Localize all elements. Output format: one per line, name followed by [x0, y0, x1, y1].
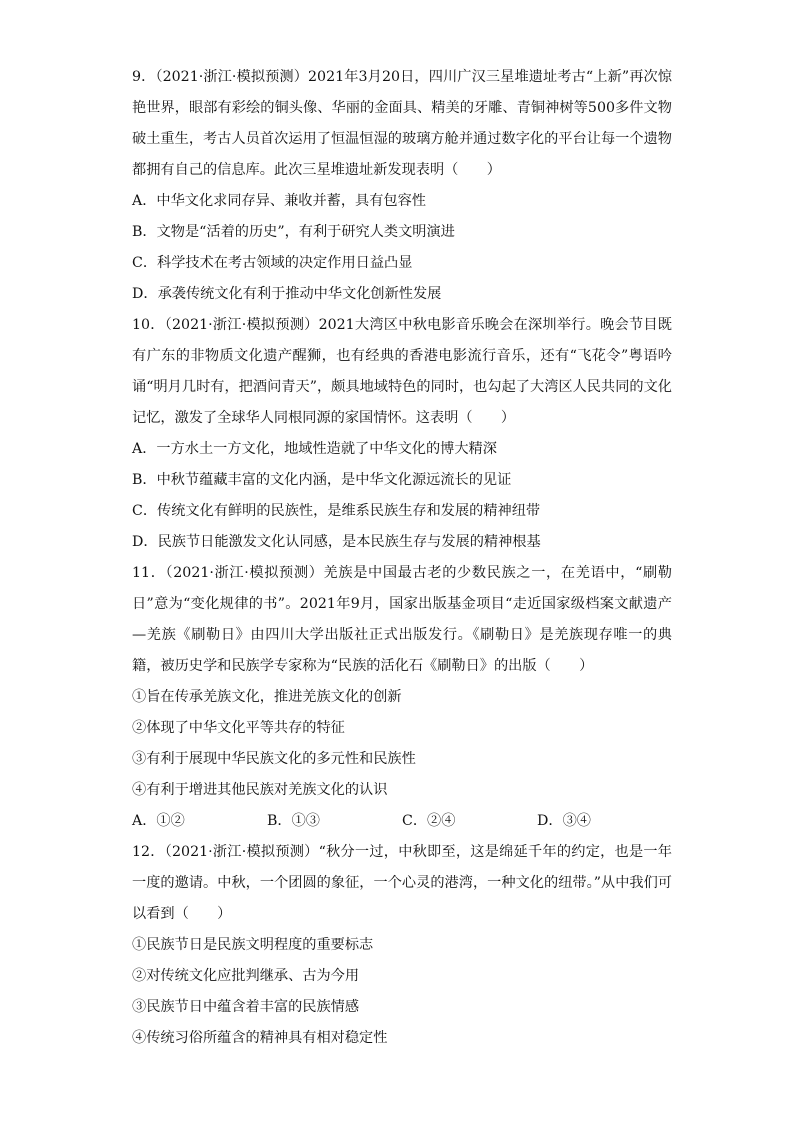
- statement-1: ①民族节日是民族文明程度的重要标志: [132, 937, 374, 953]
- choice-c: C．②④: [402, 813, 456, 829]
- question-9: [132, 62, 672, 310]
- question-stem: 10．（2021·浙江·模拟预测）2021大湾区中秋电影音乐晚会在深圳举行。晚会节目既有广东的非物质文化遗产醒狮，也有经典的香港电影流行音乐，还有“飞花令”粤语吟诵“明月几时有，把酒问青天”，颇具地域特色的同时，也勾起了大湾区人民共同的文化记忆，激发了全球华人同根同源的家国情怀。这表明（ ）: [132, 317, 672, 426]
- option-d: D．承袭传统文化有利于推动中华文化创新性发展: [132, 286, 442, 302]
- choice-d: D．③④: [537, 813, 591, 829]
- option-c: C．传统文化有鲜明的民族性，是维系民族生存和发展的精神纽带: [132, 503, 541, 519]
- choice-row: [132, 806, 672, 837]
- option-b: B．文物是“活着的历史”，有利于研究人类文明演进: [132, 224, 455, 240]
- option-b: B．中秋节蕴藏丰富的文化内涵，是中华文化源远流长的见证: [132, 472, 512, 488]
- question-11: [132, 558, 672, 837]
- option-a: A．一方水土一方文化，地域性造就了中华文化的博大精深: [132, 441, 497, 457]
- question-stem: 12．（2021·浙江·模拟预测）“秋分一过，中秋即至，这是绵延千年的约定，也是一年一度的邀请。中秋，一个团圆的象征，一个心灵的港湾，一种文化的纽带。”从中我们可以看到（ ）: [132, 844, 672, 922]
- statement-3: ③民族节日中蕴含着丰富的民族情感: [132, 999, 360, 1015]
- statement-4: ④传统习俗所蕴含的精神具有相对稳定性: [132, 1030, 388, 1046]
- statement-2: ②对传统文化应批判继承、古为今用: [132, 968, 360, 984]
- question-stem: 11．（2021·浙江·模拟预测）羌族是中国最古老的少数民族之一，在羌语中，“刷勒日”意为“变化规律的书”。2021年9月，国家出版基金项目“走近国家级档案文献遗产—羌族《刷勒日》由四川大学出版社正式出版发行。《刷勒日》是羌族现存唯一的典籍，被历史学和民族学专家称为“民族的活化石《刷勒日》的出版（ ）: [132, 565, 672, 674]
- statement-4: ④有利于增进其他民族对羌族文化的认识: [132, 782, 388, 798]
- question-12: [132, 837, 672, 1054]
- statement-3: ③有利于展现中华民族文化的多元性和民族性: [132, 751, 416, 767]
- option-a: A．中华文化求同存异、兼收并蓄，具有包容性: [132, 193, 426, 209]
- option-c: C．科学技术在考古领域的决定作用日益凸显: [132, 255, 413, 271]
- choice-a: A．①②: [132, 813, 185, 829]
- choice-b: B．①③: [267, 813, 320, 829]
- option-d: D．民族节日能激发文化认同感，是本民族生存与发展的精神根基: [132, 534, 541, 550]
- statement-1: ①旨在传承羌族文化，推进羌族文化的创新: [132, 689, 402, 705]
- exam-page: [132, 62, 672, 1054]
- question-10: [132, 310, 672, 558]
- statement-2: ②体现了中华文化平等共存的特征: [132, 720, 345, 736]
- question-stem: 9．（2021·浙江·模拟预测）2021年3月20日，四川广汉三星堆遗址考古“上新”再次惊艳世界，眼部有彩绘的铜头像、华丽的金面具、精美的牙雕、青铜神树等500多件文物破土重生，考古人员首次运用了恒温恒湿的玻璃方舱并通过数字化的平台让每一个遗物都拥有自己的信息库。此次三星堆遗址新发现表明（ ）: [132, 69, 672, 178]
